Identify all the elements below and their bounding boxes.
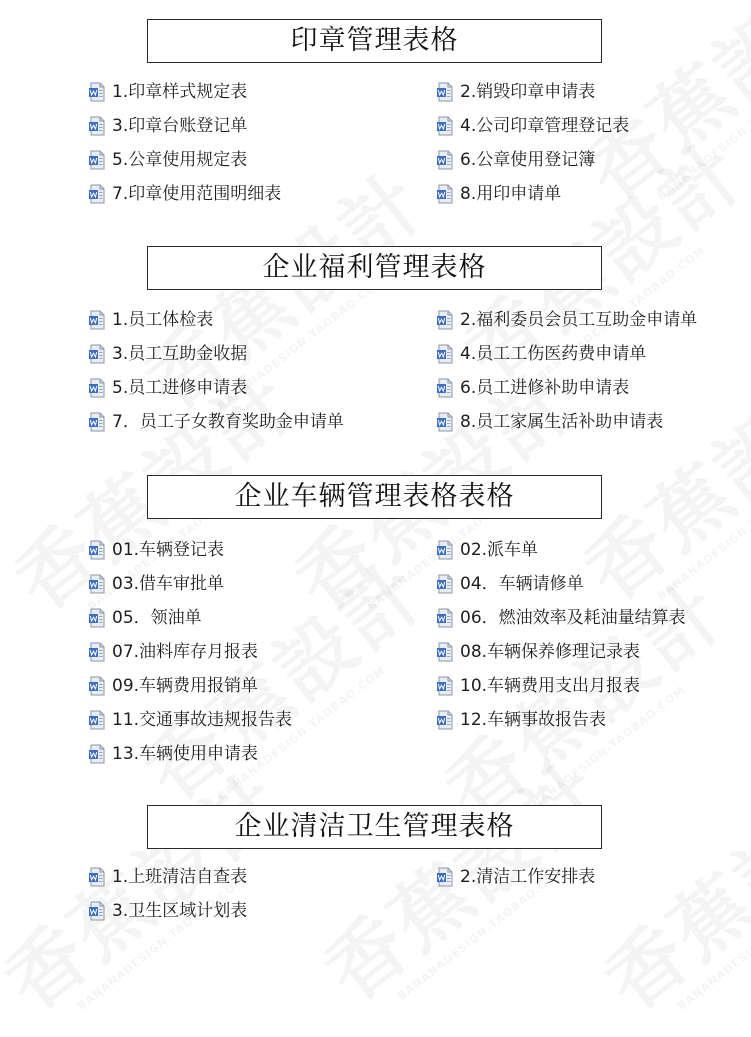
form-list-item-label: 03.借车审批单 bbox=[112, 574, 225, 594]
form-list-item-label: 1.上班清洁自查表 bbox=[112, 867, 248, 887]
word-document-icon bbox=[436, 642, 454, 662]
form-list-item-label: 6.公章使用登记簿 bbox=[460, 150, 596, 170]
form-list-item[interactable] bbox=[88, 606, 202, 630]
form-list-item[interactable] bbox=[88, 742, 258, 766]
form-list-item-label: 8.用印申请单 bbox=[460, 184, 562, 204]
form-list-item-label: 09.车辆费用报销单 bbox=[112, 676, 259, 696]
watermark-text bbox=[589, 756, 751, 1029]
word-document-icon bbox=[88, 608, 106, 628]
form-list-item[interactable] bbox=[436, 410, 663, 434]
form-list-item-label: 3.卫生区域计划表 bbox=[112, 901, 248, 921]
word-document-icon bbox=[88, 310, 106, 330]
form-list-item-label: 07.油料库存月报表 bbox=[112, 642, 259, 662]
form-list-item[interactable] bbox=[436, 80, 595, 104]
word-document-icon bbox=[88, 710, 106, 730]
form-list-item[interactable] bbox=[436, 708, 606, 732]
form-list-item[interactable] bbox=[436, 182, 561, 206]
form-list-item-label: 7．员工子女教育奖助金申请单 bbox=[112, 412, 344, 432]
form-list-item[interactable] bbox=[436, 674, 640, 698]
form-list-item[interactable] bbox=[88, 410, 344, 434]
form-list-item[interactable] bbox=[436, 640, 640, 664]
form-list-item[interactable] bbox=[436, 148, 595, 172]
word-document-icon bbox=[436, 344, 454, 364]
form-list-item-label: 1.员工体检表 bbox=[112, 310, 214, 330]
form-list-item[interactable] bbox=[436, 114, 629, 138]
form-list-item[interactable] bbox=[88, 114, 247, 138]
form-list-item[interactable] bbox=[436, 865, 595, 889]
form-list-item-label: 4.公司印章管理登记表 bbox=[460, 116, 630, 136]
form-list-item[interactable] bbox=[436, 376, 629, 400]
form-list-item-label: 10.车辆费用支出月报表 bbox=[460, 676, 641, 696]
form-list-item[interactable] bbox=[436, 572, 584, 596]
watermark-subtext bbox=[655, 15, 751, 203]
form-list-item[interactable] bbox=[436, 538, 538, 562]
word-document-icon bbox=[88, 344, 106, 364]
section-title-cleaning: 企业清洁卫生管理表格 bbox=[147, 805, 602, 849]
form-list-item-label: 2.福利委员会员工互助金申请单 bbox=[460, 310, 698, 330]
section-title-seal: 印章管理表格 bbox=[147, 19, 602, 63]
form-list-item[interactable] bbox=[88, 708, 292, 732]
word-document-icon bbox=[436, 608, 454, 628]
form-list-item-label: 04．车辆请修单 bbox=[460, 574, 584, 594]
form-list-item-label: 06．燃油效率及耗油量结算表 bbox=[460, 608, 686, 628]
word-document-icon bbox=[88, 412, 106, 432]
form-list-item-label: 02.派车单 bbox=[460, 540, 539, 560]
word-document-icon bbox=[88, 744, 106, 764]
word-document-icon bbox=[436, 184, 454, 204]
form-list-item-label: 6.员工进修补助申请表 bbox=[460, 378, 630, 398]
form-list-item[interactable] bbox=[88, 865, 247, 889]
form-list-item[interactable] bbox=[88, 376, 247, 400]
form-list-item[interactable] bbox=[88, 308, 213, 332]
word-document-icon bbox=[88, 676, 106, 696]
word-document-icon bbox=[436, 82, 454, 102]
word-document-icon bbox=[88, 642, 106, 662]
watermark bbox=[578, 742, 751, 1037]
form-list-item-label: 5.员工进修申请表 bbox=[112, 378, 248, 398]
word-document-icon bbox=[88, 82, 106, 102]
form-list-item[interactable] bbox=[88, 674, 258, 698]
watermark-subtext bbox=[655, 415, 751, 603]
form-list-item[interactable] bbox=[88, 640, 258, 664]
word-document-icon bbox=[88, 378, 106, 398]
form-list-item-label: 11.交通事故违规报告表 bbox=[112, 710, 293, 730]
form-list-item-label: 8.员工家属生活补助申请表 bbox=[460, 412, 664, 432]
form-list-item[interactable] bbox=[88, 80, 247, 104]
form-list-item-label: 05．领油单 bbox=[112, 608, 202, 628]
word-document-icon bbox=[88, 116, 106, 136]
form-list-item[interactable] bbox=[436, 606, 686, 630]
form-list-item[interactable] bbox=[88, 572, 224, 596]
form-list-item[interactable] bbox=[436, 308, 697, 332]
word-document-icon bbox=[436, 150, 454, 170]
watermark-subtext bbox=[675, 825, 751, 1013]
word-document-icon bbox=[88, 574, 106, 594]
word-document-icon bbox=[88, 901, 106, 921]
section-title-welfare: 企业福利管理表格 bbox=[147, 246, 602, 290]
word-document-icon bbox=[88, 540, 106, 560]
word-document-icon bbox=[436, 310, 454, 330]
form-list-item-label: 01.车辆登记表 bbox=[112, 540, 225, 560]
form-list-item[interactable] bbox=[88, 342, 247, 366]
word-document-icon bbox=[436, 540, 454, 560]
word-document-icon bbox=[88, 150, 106, 170]
form-list-item-label: 2.销毁印章申请表 bbox=[460, 82, 596, 102]
form-list-item-label: 1.印章样式规定表 bbox=[112, 82, 248, 102]
form-list-item[interactable] bbox=[436, 342, 646, 366]
form-list-item[interactable] bbox=[88, 899, 247, 923]
form-list-item-label: 08.车辆保养修理记录表 bbox=[460, 642, 641, 662]
watermark-text bbox=[0, 756, 303, 1029]
form-list-item-label: 12.车辆事故报告表 bbox=[460, 710, 607, 730]
word-document-icon bbox=[436, 676, 454, 696]
form-list-item-label: 3.印章台账登记单 bbox=[112, 116, 248, 136]
word-document-icon bbox=[436, 412, 454, 432]
form-list-item[interactable] bbox=[88, 538, 224, 562]
word-document-icon bbox=[436, 710, 454, 730]
word-document-icon bbox=[436, 574, 454, 594]
form-list-item[interactable] bbox=[88, 148, 247, 172]
form-list-item-label: 13.车辆使用申请表 bbox=[112, 744, 259, 764]
word-document-icon bbox=[88, 184, 106, 204]
form-list-item[interactable] bbox=[88, 182, 281, 206]
form-list-item-label: 5.公章使用规定表 bbox=[112, 150, 248, 170]
form-list-item-label: 7.印章使用范围明细表 bbox=[112, 184, 282, 204]
word-document-icon bbox=[436, 378, 454, 398]
section-title-vehicle: 企业车辆管理表格表格 bbox=[147, 475, 602, 519]
word-document-icon bbox=[436, 116, 454, 136]
watermark bbox=[0, 742, 310, 1037]
form-list-item-label: 2.清洁工作安排表 bbox=[460, 867, 596, 887]
form-list-item-label: 3.员工互助金收据 bbox=[112, 344, 248, 364]
word-document-icon bbox=[88, 867, 106, 887]
form-list-item-label: 4.员工工伤医药费申请单 bbox=[460, 344, 647, 364]
word-document-icon bbox=[436, 867, 454, 887]
